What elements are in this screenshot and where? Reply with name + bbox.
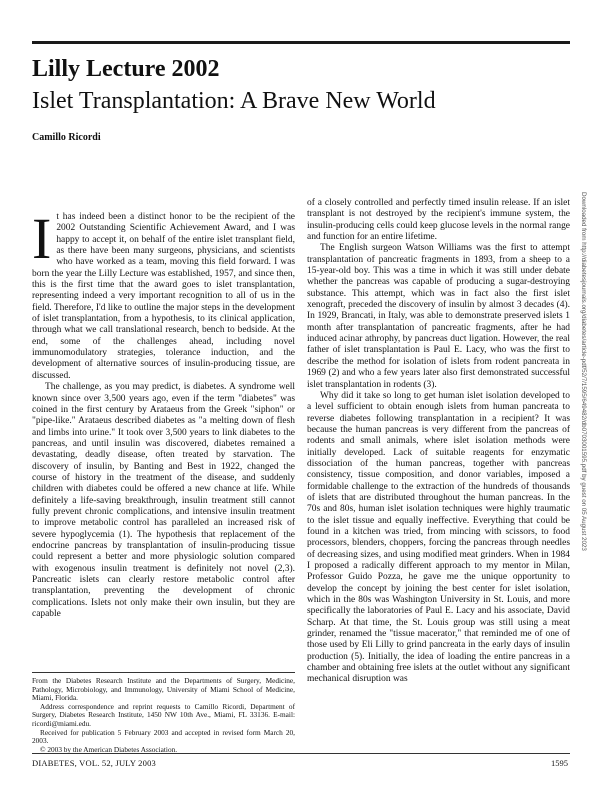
article-title: Islet Transplantation: A Brave New World <box>32 88 436 114</box>
footnote-received: Received for publication 5 February 2003 and accepted in revised form March 20, 2003. <box>32 727 295 746</box>
footnotes <box>32 677 295 754</box>
footnote-correspondence: Address correspondence and reprint requests to Camillo Ricordi, Department of Surgery, Diabetes Research Institute, 1450 NW 10th Ave., Miami, FL 33136. E-mail: ricordi@miami.edu. <box>32 701 295 728</box>
bottom-rule <box>32 753 570 754</box>
page-number: 1595 <box>551 758 568 768</box>
author-name: Camillo Ricordi <box>32 132 101 143</box>
paragraph: Why did it take so long to get human islet isolation developed to a level sufficient to obtain enough islets from human pancreata to reverse diabetes following transplantation in a recipient? It was because the human pancreas is very different from the pancreas of rodents and small animals, where islet isolation methods were initially developed. Lack of suitable reagents for enzymatic dissociation of the human pancreas, together with pancreas consistency, tissue composition, and donor variables, imposed a formidable challenge to the extraction of the hundreds of thousands of islets that are distributed throughout the human pancreas. In the 70s and 80s, human islet isolation techniques were highly traumatic to the islet tissue and equally ineffective. Everything that could be found in a kitchen was tried, from mincing with scissors, to food processors, blenders, choppers, forcing the pancreas through needles of decreasing sizes, and using modified meat grinders. When in 1984 I proposed a radically different approach to my mentor in Milan, Professor Guido Pozza, he gave me the unique opportunity to develop the concept by joining the best center for islet isolation, which in the 80s was Washington University in St. Louis, and more specifically the laboratories of Paul E. Lacy and his associate, David Scharp. At that time, the St. Louis group was still using a meat grinder, renamed the "tissue macerator," that reminded me of one of those used by Eli Lilly to grind pancreata in the early days of insulin production (5). Initially, the idea of loading the entire pancreas in a chamber and obtaining free islets at the outlet without any significant mechanical disruption was <box>307 390 570 685</box>
paragraph: of a closely controlled and perfectly timed insulin release. If an islet transplant is not destroyed by the recipient's immune system, the insulin-producing cells could keep glucose levels in the normal range and function for an entire lifetime. <box>307 198 570 243</box>
paragraph-text: t has indeed been a distinct honor to be the recipient of the 2002 Outstanding Scientific Achievement Award, and I was happy to accept it, on behalf of the entire islet transplant field, as there have been many surgeons, physicians, and scientists who have worked as a team, moving this field forward. I was born the year the Lilly Lecture was established, 1957, and since then, this is the first time that the award goes to islet transplantation, representing indeed a very important recognition to all of us in the field. Therefore, I'd like to outline the major steps in the development of islet transplantation, from a hypothesis, to its clinical application, through what we call translational research, bench to bedside. At the end, some of the challenges ahead, including novel immunomodulatory strategies, tolerance induction, and the development of alternative sources of insulin-producing tissue, are discussed. <box>32 212 295 381</box>
paragraph: The English surgeon Watson Williams was the first to attempt transplantation of pancreatic fragments in 1893, from a sheep to a 15-year-old boy. This was a time in which it was still under debate whether the pancreas was capable of producing a sugar-destroying substance. This attempt, which was in fact also the first islet xenograft, preceded the discovery of insulin by almost 3 decades (4). In 1929, Brancati, in Italy, was able to demonstrate preserved islets 1 month after transplantation of pancreatic fragments, after he had induced acinar athrophy, by pancreas duct ligation. However, the real father of islet transplantation is Paul E. Lacy, who was the first to describe the method for isolation of islets from rodent pancreata in 1969 (2) and who a few years later also first demonstrated successful islet transplantation in rodents (3). <box>307 243 570 390</box>
download-watermark: Downloaded from http://diabetesjournals.org/diabetes/article-pdf/52/7/1595/649482/db0703001595.pdf by guest on 05 August 2023 <box>580 192 587 551</box>
footnote-rule <box>32 672 295 673</box>
drop-cap: I <box>32 206 52 271</box>
journal-citation: DIABETES, VOL. 52, JULY 2003 <box>32 758 156 768</box>
paragraph <box>32 206 295 382</box>
top-rule <box>32 41 570 44</box>
footnote-affiliation: From the Diabetes Research Institute and the Departments of Surgery, Medicine, Pathology, Microbiology, and Immunology, University of Miami School of Medicine, Miami, Florida. <box>32 676 295 703</box>
lecture-title: Lilly Lecture 2002 <box>32 56 220 82</box>
right-column <box>307 198 570 686</box>
paragraph: The challenge, as you may predict, is diabetes. A syndrome well known since over 3,500 years ago, even if the term "diabetes" was coined in the first century by Arataeus from the Greek "siphon" or "pipe-like." Arataeus described diabetes as "a melting down of flesh and limbs into urine." It took over 3,500 years to link diabetes to the pancreas, and until insulin was discovered, diabetes remained a devastating, deadly disease, often treated by starvation. The discovery of insulin, by Banting and Best in 1922, changed the course of history in the treatment of the disease, and suddenly children with diabetes could be offered a new chance at life. While definitely a life-saving breakthrough, insulin treatment still cannot fully prevent chronic complications, and intensive insulin treatment to improve metabolic control has paralleled an increased risk of severe hypoglycemia (1). The hypothesis that replacement of the endocrine pancreas by transplantation of insulin-producing tissue could represent a better and more physiologic solution compared with exogenous insulin treatment is definitely not novel (2,3). Pancreatic islets can clearly restore metabolic control after transplantation, preventing the development of chronic complications. Islets not only make their own insulin, but they are capable <box>32 382 295 620</box>
left-column <box>32 206 295 620</box>
footnote-copyright: © 2003 by the American Diabetes Association. <box>40 744 178 754</box>
